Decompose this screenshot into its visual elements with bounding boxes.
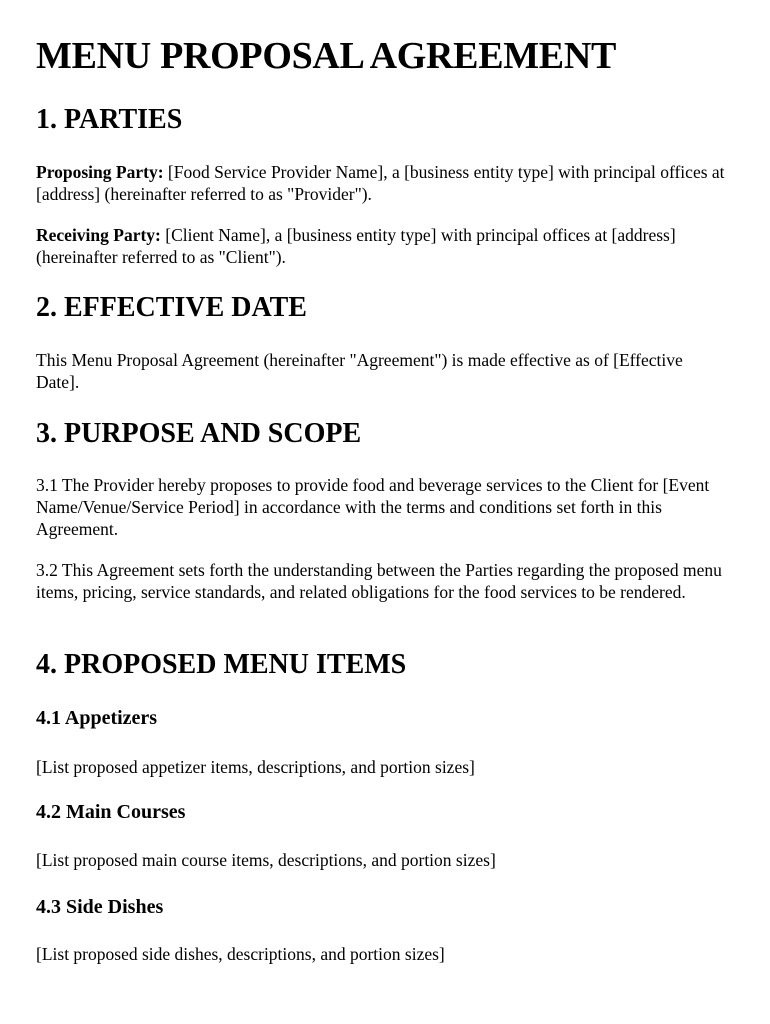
document-title: MENU PROPOSAL AGREEMENT bbox=[36, 35, 617, 77]
proposing-party-label: Proposing Party: bbox=[36, 162, 164, 182]
section-heading-parties: 1. PARTIES bbox=[36, 104, 183, 135]
main-courses-placeholder-text: [List proposed main course items, descriptions, and portion sizes] bbox=[36, 850, 496, 870]
subheading-main-courses: 4.2 Main Courses bbox=[36, 801, 186, 823]
receiving-party-paragraph bbox=[36, 224, 726, 268]
appetizers-placeholder-text: [List proposed appetizer items, descriptions, and portion sizes] bbox=[36, 757, 475, 777]
subheading-appetizers: 4.1 Appetizers bbox=[36, 707, 158, 729]
section-heading-effective-date: 2. EFFECTIVE DATE bbox=[36, 292, 307, 323]
receiving-party-text: [Client Name], a [business entity type] with principal offices at [address] (hereinafter referred to as "Client"). bbox=[36, 225, 676, 267]
section-heading-menu-items: 4. PROPOSED MENU ITEMS bbox=[36, 649, 407, 680]
side-dishes-placeholder-text: [List proposed side dishes, descriptions, and portion sizes] bbox=[36, 944, 445, 964]
subheading-side-dishes: 4.3 Side Dishes bbox=[36, 896, 164, 918]
purpose-paragraph-3-2: 3.2 This Agreement sets forth the understanding between the Parties regarding the proposed menu items, pricing, service standards, and related obligations for the food services to be rendered. bbox=[36, 560, 722, 602]
section-heading-purpose: 3. PURPOSE AND SCOPE bbox=[36, 418, 362, 449]
proposing-party-text: [Food Service Provider Name], a [business entity type] with principal offices at [address] (hereinafter referred to as "Provider"). bbox=[36, 162, 725, 204]
proposing-party-paragraph bbox=[36, 161, 726, 205]
receiving-party-label: Receiving Party: bbox=[36, 225, 161, 245]
effective-date-paragraph: This Menu Proposal Agreement (hereinafter "Agreement") is made effective as of [Effective Date]. bbox=[36, 350, 683, 392]
purpose-paragraph-3-1: 3.1 The Provider hereby proposes to provide food and beverage services to the Client for [Event Name/Venue/Service Period] in accordance with the terms and conditions set forth in this Agreement. bbox=[36, 475, 710, 539]
